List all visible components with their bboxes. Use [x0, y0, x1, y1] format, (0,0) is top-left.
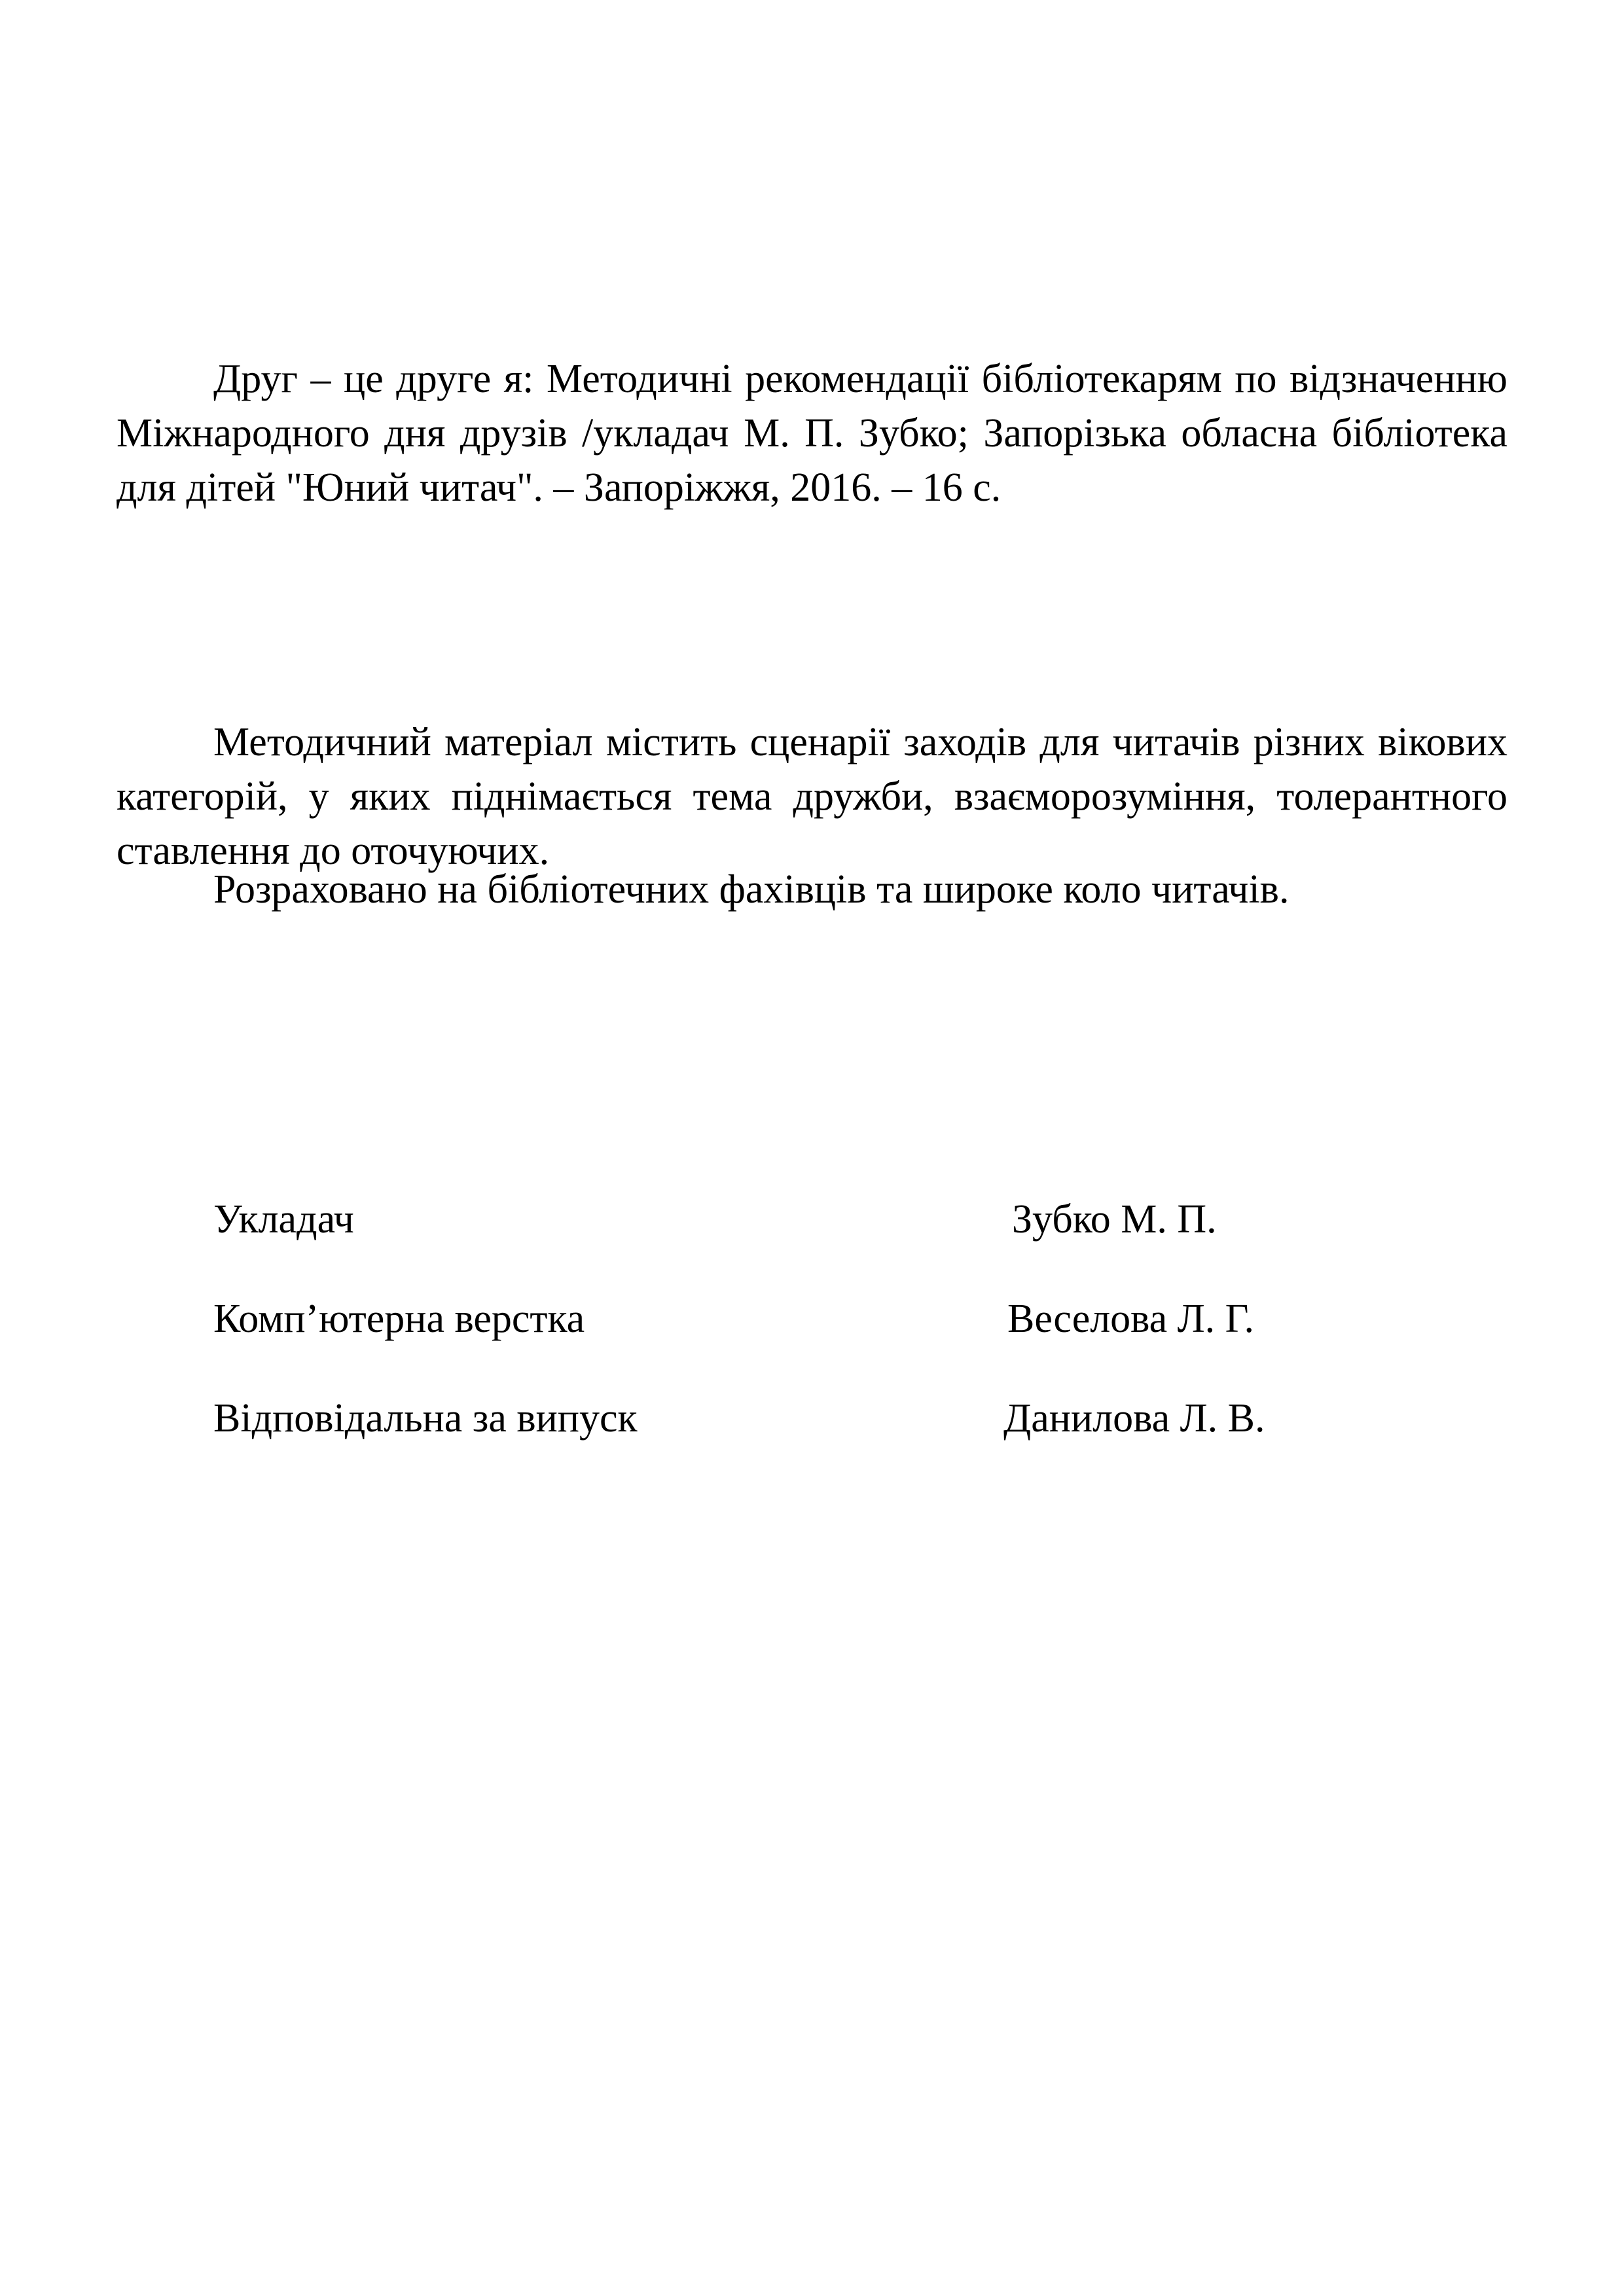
credit-row-compiler	[213, 1193, 1523, 1246]
credit-role: Відповідальна за випуск	[213, 1396, 638, 1441]
credit-name: Зубко М. П.	[1012, 1197, 1217, 1242]
credit-role: Укладач	[213, 1197, 354, 1242]
credit-name: Данилова Л. В.	[1003, 1396, 1265, 1441]
credit-row-layout	[213, 1293, 1523, 1345]
bibliographic-description: Друг – це друге я: Методичні рекомендації бібліотекарям по відзначенню Міжнародного дня друзів /укладач М. П. Зубко; Запорізька обласна бібліотека для дітей "Юний читач". – Запоріжжя, 2016. – 16 с.	[117, 357, 1507, 510]
credit-name: Веселова Л. Г.	[1007, 1297, 1255, 1341]
annotation-paragraph: Методичний матеріал містить сценарії заходів для читачів різних вікових категорій, у яких піднімається тема дружби, взаєморозуміння, толерантного ставлення до оточуючих.	[117, 720, 1507, 873]
credit-row-responsible	[213, 1392, 1523, 1444]
credit-role: Комп’ютерна верстка	[213, 1297, 585, 1341]
audience-paragraph: Розраховано на бібліотечних фахівців та широке коло читачів.	[213, 867, 1290, 912]
